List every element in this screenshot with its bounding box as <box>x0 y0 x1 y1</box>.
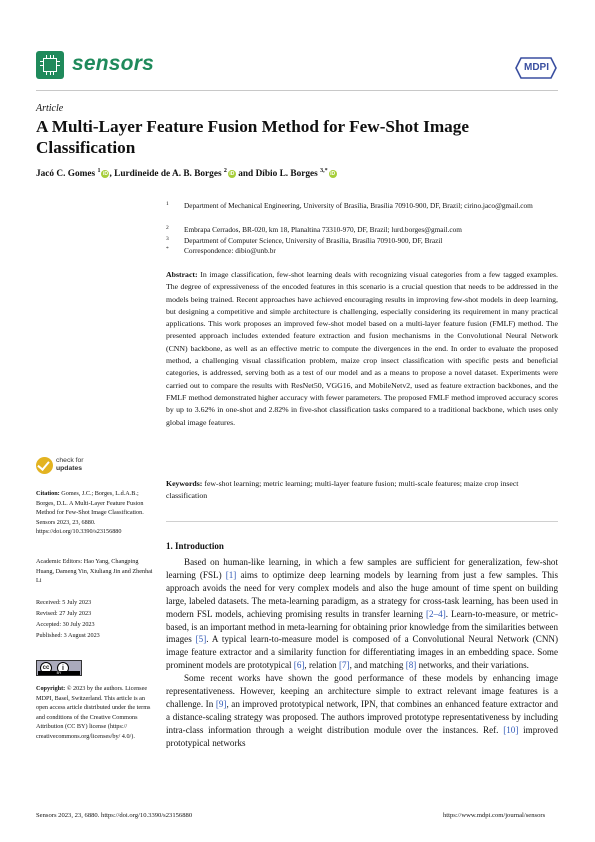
footer-journal-link[interactable]: https://www.mdpi.com/journal/sensors <box>443 812 546 819</box>
text-run: Based on human-like learning, in which a few samples are sufficient for generalization, few-shot learning (FSL) <box>166 557 558 580</box>
reference-link[interactable]: [7] <box>339 660 350 671</box>
journal-logo-icon <box>36 51 64 79</box>
mdpi-logo[interactable] <box>515 56 557 80</box>
text-run: aims to optimize deep learning models by learning from just a few samples. This approach avoids the need for very complex models and also the huge amount of time spent on building large, labeled datasets. The meta-learning paradigm, as a strategy for cross-task learning, has been used in modern FSL models, achieving promising results in transfer learning <box>166 569 558 619</box>
abstract-text: In image classification, few-shot learning deals with recognizing visual categories from a few tagged examples. The degree of expressiveness of the encoded features in this scenario is a crucial question that needs to be addressed in the models being trained. Recent approaches have achieved encouraging results in improving few-shot models in deep learning, but designing a competitive and simple architecture is challenging, especially considering its requirement in many practical applications. This work proposes an improved few-shot model based on a multi-layer feature fusion (FMLF) method. The presented approach includes extended feature extraction and fusion mechanisms in the Convolutional Neural Network (CNN) backbone, as well as an effective metric to compute the divergences in the end. In order to evaluate the proposed method, a challenging visual classification problem, maize crop insect classification with specific pests and beneficial categories, is addressed, serving both as a test of our model and as a means to propose a novel dataset. Experiments were carried out to compare the results with ResNet50, VGG16, and MobileNetv2, used as feature extraction backbones, and the FMLF method demonstrated higher accuracy with fewer parameters. The proposed FMLF method improved accuracy scores by up to 3.62% in one-shot and 2.82% in five-shot classification tasks compared to a traditional backbone, which uses only global image features. <box>166 270 558 427</box>
reference-link[interactable]: [5] <box>195 634 207 645</box>
academic-editors: Academic Editors: Hao Yang, Changping Huang, Dameng Yin, Xiuliang Jin and Zhenhai Li <box>36 558 153 585</box>
citation <box>36 489 154 537</box>
reference-link[interactable]: [6] <box>293 660 305 671</box>
citation-label: Citation: <box>36 490 60 497</box>
author-name[interactable]: Jacó C. Gomes <box>36 169 96 180</box>
text-run: networks, and their variations. <box>416 660 529 671</box>
affiliation-text: Embrapa Cerrados, BR-020, km 18, Planaltina 73310-970, DF, Brazil; lurd.borges@gmail.com <box>184 225 462 234</box>
check-updates-line2: updates <box>56 464 83 472</box>
reference-link[interactable]: [2–4] <box>426 608 446 619</box>
abstract <box>166 269 558 429</box>
text-run: , and matching <box>349 660 406 671</box>
footer-citation[interactable]: Sensors 2023, 23, 6880. https://doi.org/10.3390/s23156880 <box>36 812 193 819</box>
mdpi-logo-text: MDPI <box>524 62 549 73</box>
text-run: improved prototypical networks <box>166 724 558 748</box>
reference-link[interactable]: [9] <box>215 698 227 709</box>
keywords-label: Keywords: <box>166 479 203 488</box>
affiliation-number: 2 <box>166 225 169 231</box>
check-for-updates-button[interactable] <box>36 457 96 477</box>
copyright <box>36 684 154 742</box>
citation-text: Gomes, J.C.; Borges, L.d.A.B.; Borges, D.L. A Multi-Layer Feature Fusion Method for Few-Shot Image Classification. Sensors 2023, 23, 6880. https://doi.org/10.3390/s23156880 <box>36 490 144 536</box>
journal-name[interactable]: sensors <box>72 52 154 75</box>
cc-by-license-icon[interactable] <box>36 660 82 676</box>
affiliation-number: * <box>166 246 169 252</box>
received-date: Received: 5 July 2023 <box>36 599 92 606</box>
published-date: Published: 3 August 2023 <box>36 632 100 639</box>
affiliation <box>166 201 556 211</box>
abstract-label: Abstract: <box>166 270 198 279</box>
check-updates-line1: check for <box>56 457 84 464</box>
affiliation-text: Department of Mechanical Engineering, University of Brasília, Brasília 70910-900, DF, Brazil; cirino.jaco@gmail.com <box>184 201 533 210</box>
author-name[interactable]: Díbio L. Borges <box>255 169 318 180</box>
author-affil: 1 <box>97 168 101 174</box>
paragraph <box>166 672 558 749</box>
author-affil: 3,* <box>320 168 328 174</box>
affiliation <box>166 225 556 235</box>
reference-link[interactable]: [10] <box>503 724 519 735</box>
text-run: , an improved prototypical network, IPN, that combines an enhanced feature extractor and a distance-scaling strategy was proposed. The authors improved prototype representativeness by including intra-class information through a weight distribution module over the instances. Ref. <box>166 698 559 735</box>
affiliation-number: 1 <box>166 201 169 207</box>
revised-date: Revised: 27 July 2023 <box>36 610 92 617</box>
section-heading: 1. Introduction <box>166 541 224 551</box>
accepted-date: Accepted: 30 July 2023 <box>36 621 95 628</box>
affiliation-number: 3 <box>166 236 169 242</box>
article-type: Article <box>36 103 64 114</box>
article-title: A Multi-Layer Feature Fusion Method for Few-Shot Image Classification <box>36 117 469 157</box>
check-updates-label <box>56 457 84 472</box>
cc-icon: cc <box>40 662 52 674</box>
header-divider <box>36 90 558 91</box>
reference-link[interactable]: [1] <box>225 569 237 580</box>
and-word: and <box>238 169 254 180</box>
cc-by-label: BY <box>38 671 80 675</box>
body-text <box>166 556 558 750</box>
affiliation-text: Correspondence: dibio@unb.br <box>184 246 276 255</box>
text-run: Some recent works have shown the good performance of these models by enhancing image representativeness. However, keeping an architecture simple to extract relevant image features is a challenge. In <box>166 673 558 709</box>
paragraph <box>166 556 558 672</box>
text-run: . A typical learn-to-measure model is composed of a Convolutional Neural Network (CNN) image feature extractor and a similarity function for differentiating images in an embedding space. Some prominent models are prototypical <box>166 634 558 671</box>
author-affil: 2 <box>223 168 227 174</box>
keywords <box>166 478 558 503</box>
keywords-text: few-shot learning; metric learning; multi-layer feature fusion; multi-scale features; maize crop insect classification <box>166 479 519 501</box>
orcid-icon[interactable]: iD <box>229 170 235 177</box>
attribution-icon: i <box>57 662 69 674</box>
text-run: . Learn-to-measure, or metric-based, is an important method in meta-learning for obtaining prior knowledge from the similarities between images <box>166 608 558 645</box>
reference-link[interactable]: [8] <box>405 660 417 671</box>
author-list: Jacó C. Gomes $^1$ iD , Lurdineide de A. B. Borges $^2$ iD and Díbio L. Borges $^{3,*}$ iD <box>36 168 336 180</box>
orcid-icon[interactable]: iD <box>102 170 108 177</box>
text-run: , relation <box>304 660 340 671</box>
copyright-text: © 2023 by the authors. Licensee MDPI, Basel, Switzerland. This article is an open access article distributed under the terms and conditions of the Creative Commons Attribution (CC BY) license (https:// creativecommons.org/licenses/by/ 4.0/). <box>36 685 151 740</box>
affiliation-text: Department of Computer Science, University of Brasília, Brasília 70910-900, DF, Brazil <box>184 236 443 245</box>
affiliation <box>166 236 556 246</box>
author-name[interactable]: Lurdineide de A. B. Borges <box>114 169 222 180</box>
check-updates-icon <box>36 457 53 474</box>
affiliation <box>166 246 556 256</box>
orcid-icon[interactable]: iD <box>330 170 336 177</box>
copyright-label: Copyright: <box>36 685 66 692</box>
section-divider <box>166 521 558 522</box>
